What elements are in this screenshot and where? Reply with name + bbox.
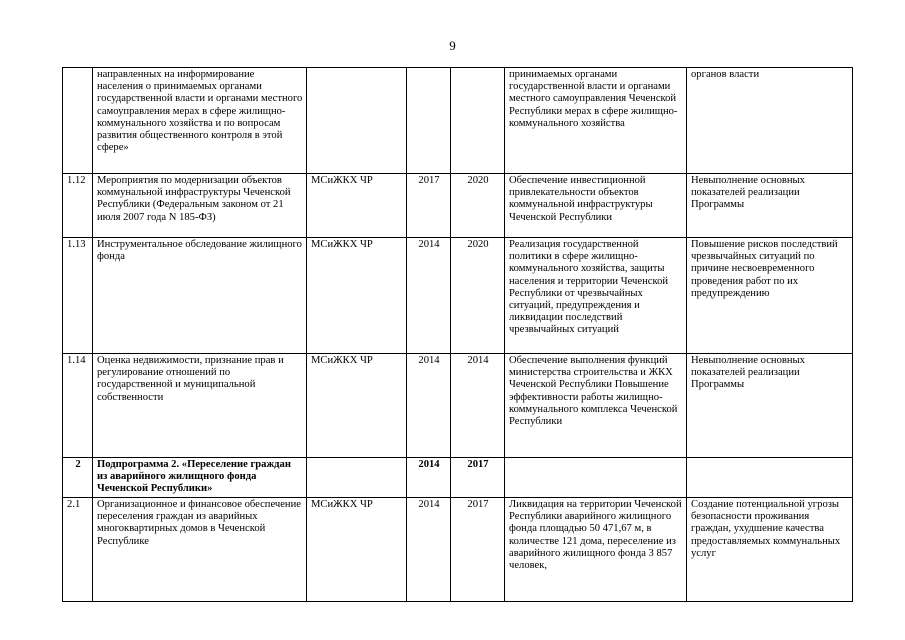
measure-name-cell: Подпрограмма 2. «Переселение граждан из аварийного жилищного фонда Чеченской Республики» (93, 458, 307, 498)
measure-name-cell: Инструментальное обследование жилищного фонда (93, 238, 307, 354)
table-row (63, 354, 853, 458)
risk-cell: Создание потенциальной угрозы безопасности проживания граждан, ухудшение качества предоставляемых коммунальных услуг (687, 498, 853, 602)
executor-cell: МСиЖКХ ЧР (307, 498, 407, 602)
table-row (63, 498, 853, 602)
end-year-cell: 2017 (451, 458, 505, 498)
end-year-cell: 2020 (451, 238, 505, 354)
subprogram-row (63, 458, 853, 498)
row-number-cell: 1.13 (63, 238, 93, 354)
risk-cell: Повышение рисков последствий чрезвычайных ситуаций по причине несвоевременного проведения работ по их предупреждению (687, 238, 853, 354)
start-year-cell: 2014 (407, 354, 451, 458)
row-number-cell: 1.12 (63, 174, 93, 238)
table-row (63, 68, 853, 174)
measures-table (62, 67, 853, 602)
risk-cell: Невыполнение основных показателей реализации Программы (687, 174, 853, 238)
row-number-cell: 2 (63, 458, 93, 498)
expected-result-cell: Ликвидация на территории Чеченской Республики аварийного жилищного фонда площадью 50 471,67 м, в количестве 121 дома, переселение из аварийного жилищного фонда 3 857 человек, (505, 498, 687, 602)
risk-cell (687, 458, 853, 498)
start-year-cell: 2014 (407, 498, 451, 602)
risk-cell: Невыполнение основных показателей реализации Программы (687, 354, 853, 458)
row-number-cell: 1.14 (63, 354, 93, 458)
measure-name-cell: Мероприятия по модернизации объектов коммунальной инфраструктуры Чеченской Республики (Федеральным законом от 21 июля 2007 года N 185-ФЗ) (93, 174, 307, 238)
table-row (63, 174, 853, 238)
measure-name-cell: Оценка недвижимости, признание прав и регулирование отношений по государственной и муниципальной собственности (93, 354, 307, 458)
expected-result-cell: Обеспечение инвестиционной привлекательности объектов коммунальной инфраструктуры Чеченской Республики (505, 174, 687, 238)
measure-name-cell: Организационное и финансовое обеспечение переселения граждан из аварийных многоквартирных домов в Чеченской Республике (93, 498, 307, 602)
expected-result-cell: Реализация государственной политики в сфере жилищно-коммунального хозяйства, защиты населения и территории Чеченской Республики от чрезвычайных ситуаций, предупреждения и ликвидации последствий чрезвычайных ситуаций (505, 238, 687, 354)
expected-result-cell (505, 458, 687, 498)
start-year-cell (407, 68, 451, 174)
page-number: 9 (449, 38, 456, 53)
start-year-cell: 2014 (407, 238, 451, 354)
end-year-cell: 2017 (451, 498, 505, 602)
row-number-cell: 2.1 (63, 498, 93, 602)
row-number-cell (63, 68, 93, 174)
start-year-cell: 2014 (407, 458, 451, 498)
end-year-cell: 2020 (451, 174, 505, 238)
executor-cell (307, 458, 407, 498)
table-row (63, 238, 853, 354)
executor-cell: МСиЖКХ ЧР (307, 174, 407, 238)
start-year-cell: 2017 (407, 174, 451, 238)
executor-cell (307, 68, 407, 174)
end-year-cell (451, 68, 505, 174)
end-year-cell: 2014 (451, 354, 505, 458)
expected-result-cell: принимаемых органами государственной власти и органами местного самоуправления Чеченской Республики мерах в сфере жилищно-коммунального хозяйства (505, 68, 687, 174)
executor-cell: МСиЖКХ ЧР (307, 354, 407, 458)
measure-name-cell: направленных на информирование населения о принимаемых органами государственной власти и органами местного самоуправления мерах в сфере жилищно-коммунального хозяйства и по вопросам развития общественного контроля в этой сфере» (93, 68, 307, 174)
executor-cell: МСиЖКХ ЧР (307, 238, 407, 354)
risk-cell: органов власти (687, 68, 853, 174)
expected-result-cell: Обеспечение выполнения функций министерства строительства и ЖКХ Чеченской Республики Повышение эффективности работы жилищно-коммунального комплекса Чеченской Республики (505, 354, 687, 458)
